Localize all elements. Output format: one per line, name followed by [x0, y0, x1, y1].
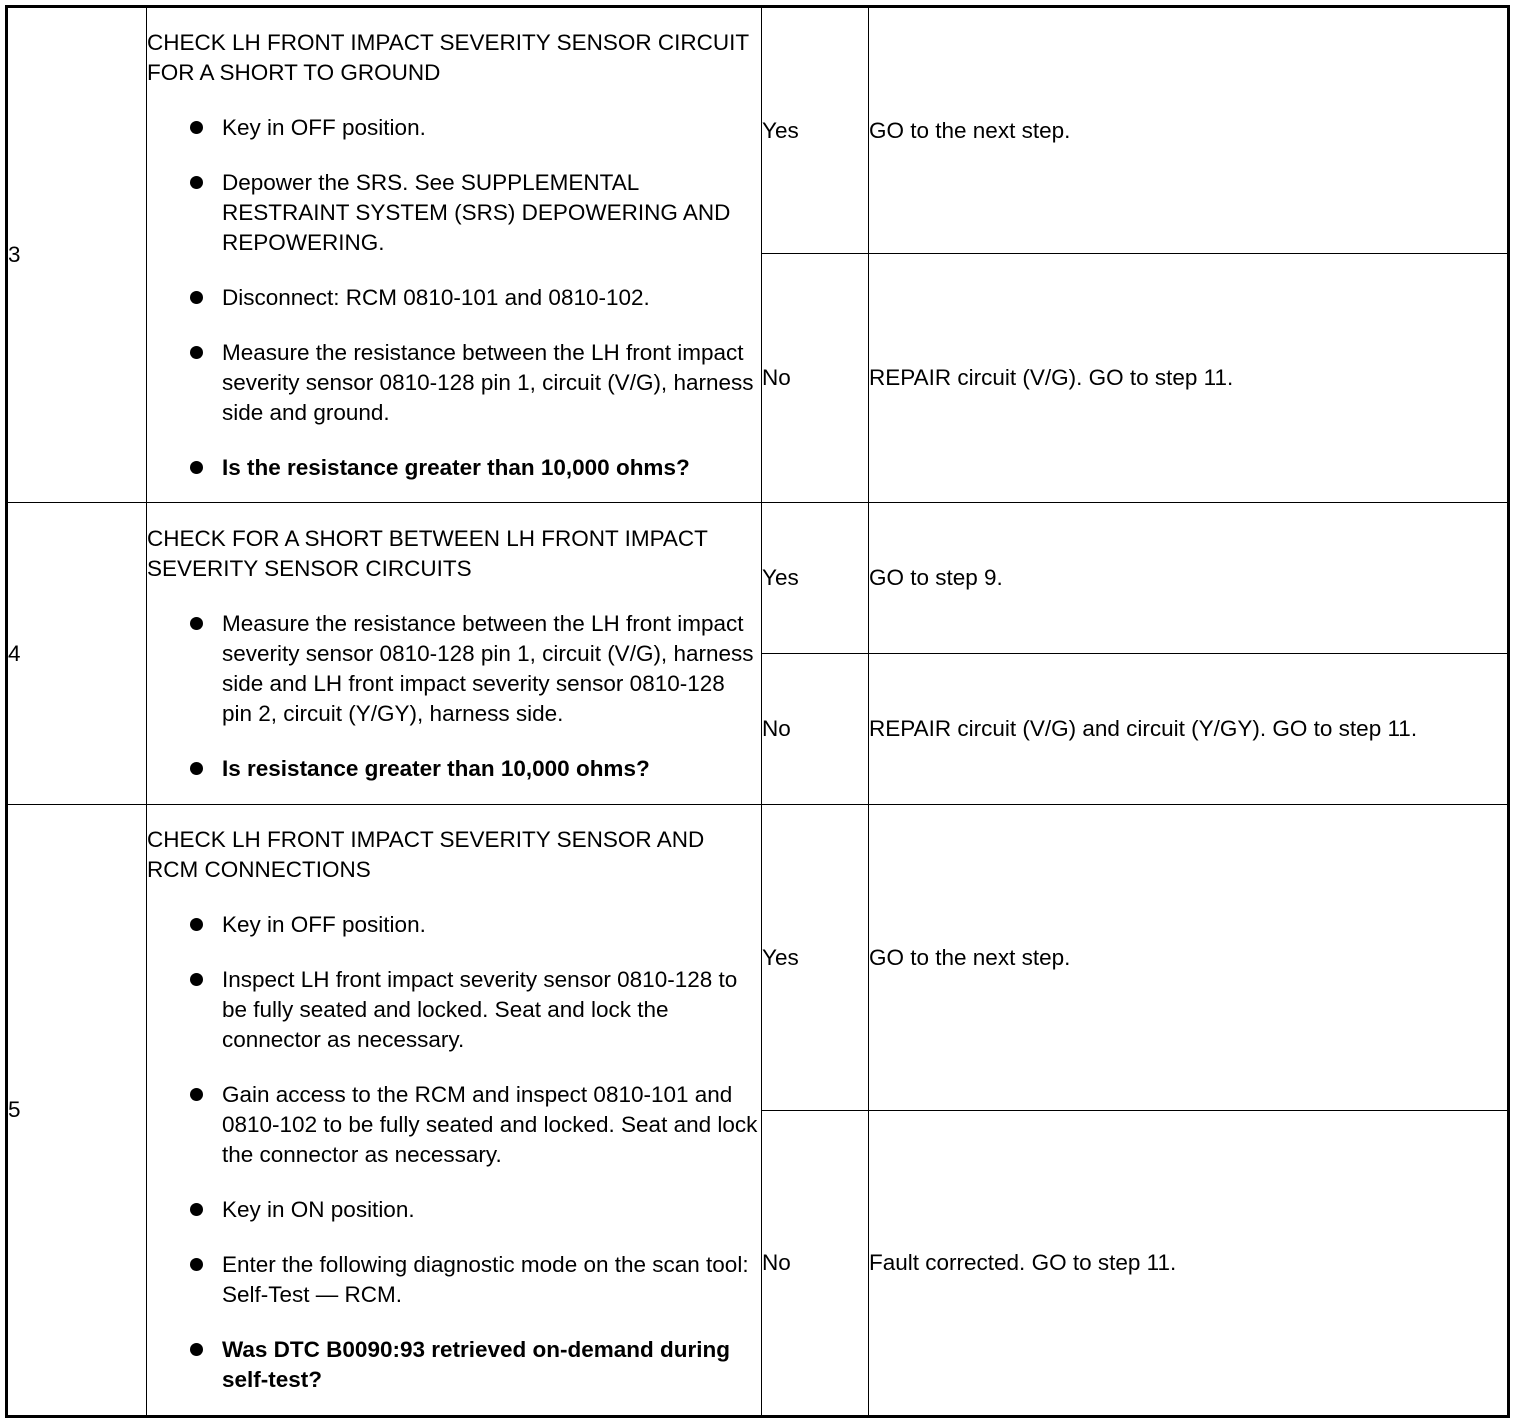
instruction-item: Key in OFF position. — [147, 113, 761, 143]
instruction-item: Gain access to the RCM and inspect 0810-101 and 0810-102 to be fully seated and locked. Seat and lock the connector as necessary. — [147, 1080, 761, 1170]
step-number: 4 — [7, 503, 147, 805]
step-title: CHECK LH FRONT IMPACT SEVERITY SENSOR CIRCUIT FOR A SHORT TO GROUND — [147, 29, 749, 85]
outcome-no: REPAIR circuit (V/G) and circuit (Y/GY). GO to step 11. — [869, 654, 1509, 805]
step-number: 5 — [7, 805, 147, 1417]
result-no: No — [762, 254, 869, 503]
instruction-question: Is the resistance greater than 10,000 ohms? — [147, 453, 761, 483]
outcome-yes: GO to step 9. — [869, 503, 1509, 654]
diagnostic-table — [5, 5, 1510, 1418]
instruction-question: Is resistance greater than 10,000 ohms? — [147, 754, 761, 784]
result-yes: Yes — [762, 503, 869, 654]
step-row-3-yes — [7, 7, 1509, 254]
step-title: CHECK FOR A SHORT BETWEEN LH FRONT IMPACT SEVERITY SENSOR CIRCUITS — [147, 525, 708, 581]
step-title: CHECK LH FRONT IMPACT SEVERITY SENSOR AND RCM CONNECTIONS — [147, 827, 705, 882]
instruction-item: Key in OFF position. — [147, 910, 761, 940]
step-action-cell — [147, 503, 762, 805]
outcome-yes: GO to the next step. — [869, 7, 1509, 254]
step-row-5-yes — [7, 805, 1509, 1111]
outcome-yes: GO to the next step. — [869, 805, 1509, 1111]
instruction-item: Measure the resistance between the LH front impact severity sensor 0810-128 pin 1, circuit (V/G), harness side and ground. — [147, 338, 761, 428]
step-action-cell — [147, 805, 762, 1417]
instruction-item: Measure the resistance between the LH front impact severity sensor 0810-128 pin 1, circuit (V/G), harness side and LH front impact severity sensor 0810-128 pin 2, circuit (Y/GY), harness side. — [147, 609, 761, 729]
result-yes: Yes — [762, 7, 869, 254]
result-no: No — [762, 1111, 869, 1417]
instruction-item: Depower the SRS. See SUPPLEMENTAL RESTRAINT SYSTEM (SRS) DEPOWERING AND REPOWERING. — [147, 168, 761, 258]
step-instructions — [147, 910, 761, 1395]
instruction-item: Enter the following diagnostic mode on the scan tool: Self-Test — RCM. — [147, 1250, 761, 1310]
step-number: 3 — [7, 7, 147, 503]
instruction-item: Disconnect: RCM 0810-101 and 0810-102. — [147, 283, 761, 313]
step-instructions — [147, 609, 761, 784]
step-instructions — [147, 113, 761, 483]
result-no: No — [762, 654, 869, 805]
result-yes: Yes — [762, 805, 869, 1111]
step-row-4-yes — [7, 503, 1509, 654]
instruction-item: Key in ON position. — [147, 1195, 761, 1225]
instruction-item: Inspect LH front impact severity sensor 0810-128 to be fully seated and locked. Seat and lock the connector as necessary. — [147, 965, 761, 1055]
outcome-no: Fault corrected. GO to step 11. — [869, 1111, 1509, 1417]
step-action-cell — [147, 7, 762, 503]
outcome-no: REPAIR circuit (V/G). GO to step 11. — [869, 254, 1509, 503]
instruction-question: Was DTC B0090:93 retrieved on-demand during self-test? — [147, 1335, 761, 1395]
